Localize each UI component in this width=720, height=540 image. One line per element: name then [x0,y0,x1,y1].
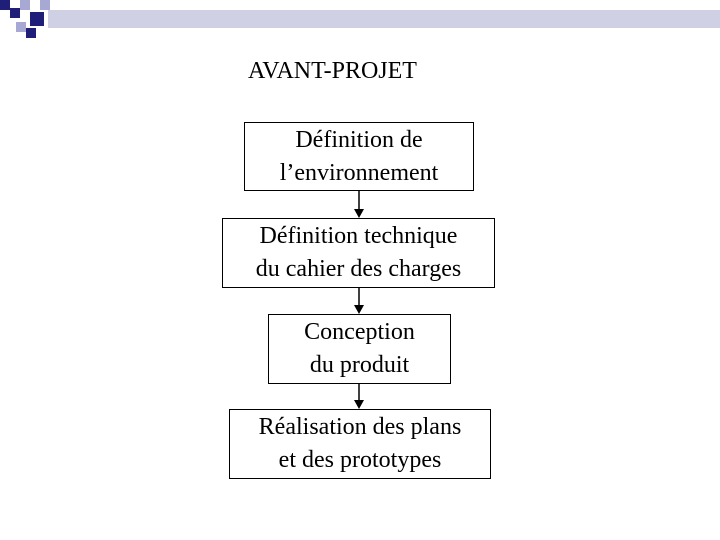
decorative-header-squares [0,0,720,40]
step-label-line2: du cahier des charges [255,256,462,282]
step-technical-specification [222,218,495,288]
step-plans-prototypes [229,409,491,479]
deco-square-light-1 [20,0,30,10]
deco-square-dark-2 [10,8,20,18]
step-label-line2: l’environnement [279,159,439,186]
deco-square-dark-1 [0,0,10,10]
arrow-3-to-4 [354,384,364,409]
deco-square-light-2 [16,22,26,32]
step-environment-definition [244,122,474,191]
step-label-line1: Définition technique [259,223,458,249]
deco-square-dark-4 [26,28,36,38]
step-label-line1: Définition de [295,126,423,153]
page-title: AVANT-PROJET [248,58,417,84]
step-label-line1: Conception [304,319,415,345]
step-label-line1: Réalisation des plans [258,414,462,440]
step-product-design [268,314,451,384]
arrow-2-to-3 [354,288,364,314]
step-label-line2: du produit [309,352,410,378]
header-bar [48,10,720,28]
step-label-line2: et des prototypes [278,447,442,473]
deco-square-light-3 [40,0,50,10]
deco-square-dark-3 [30,12,44,26]
arrow-1-to-2 [354,191,364,218]
